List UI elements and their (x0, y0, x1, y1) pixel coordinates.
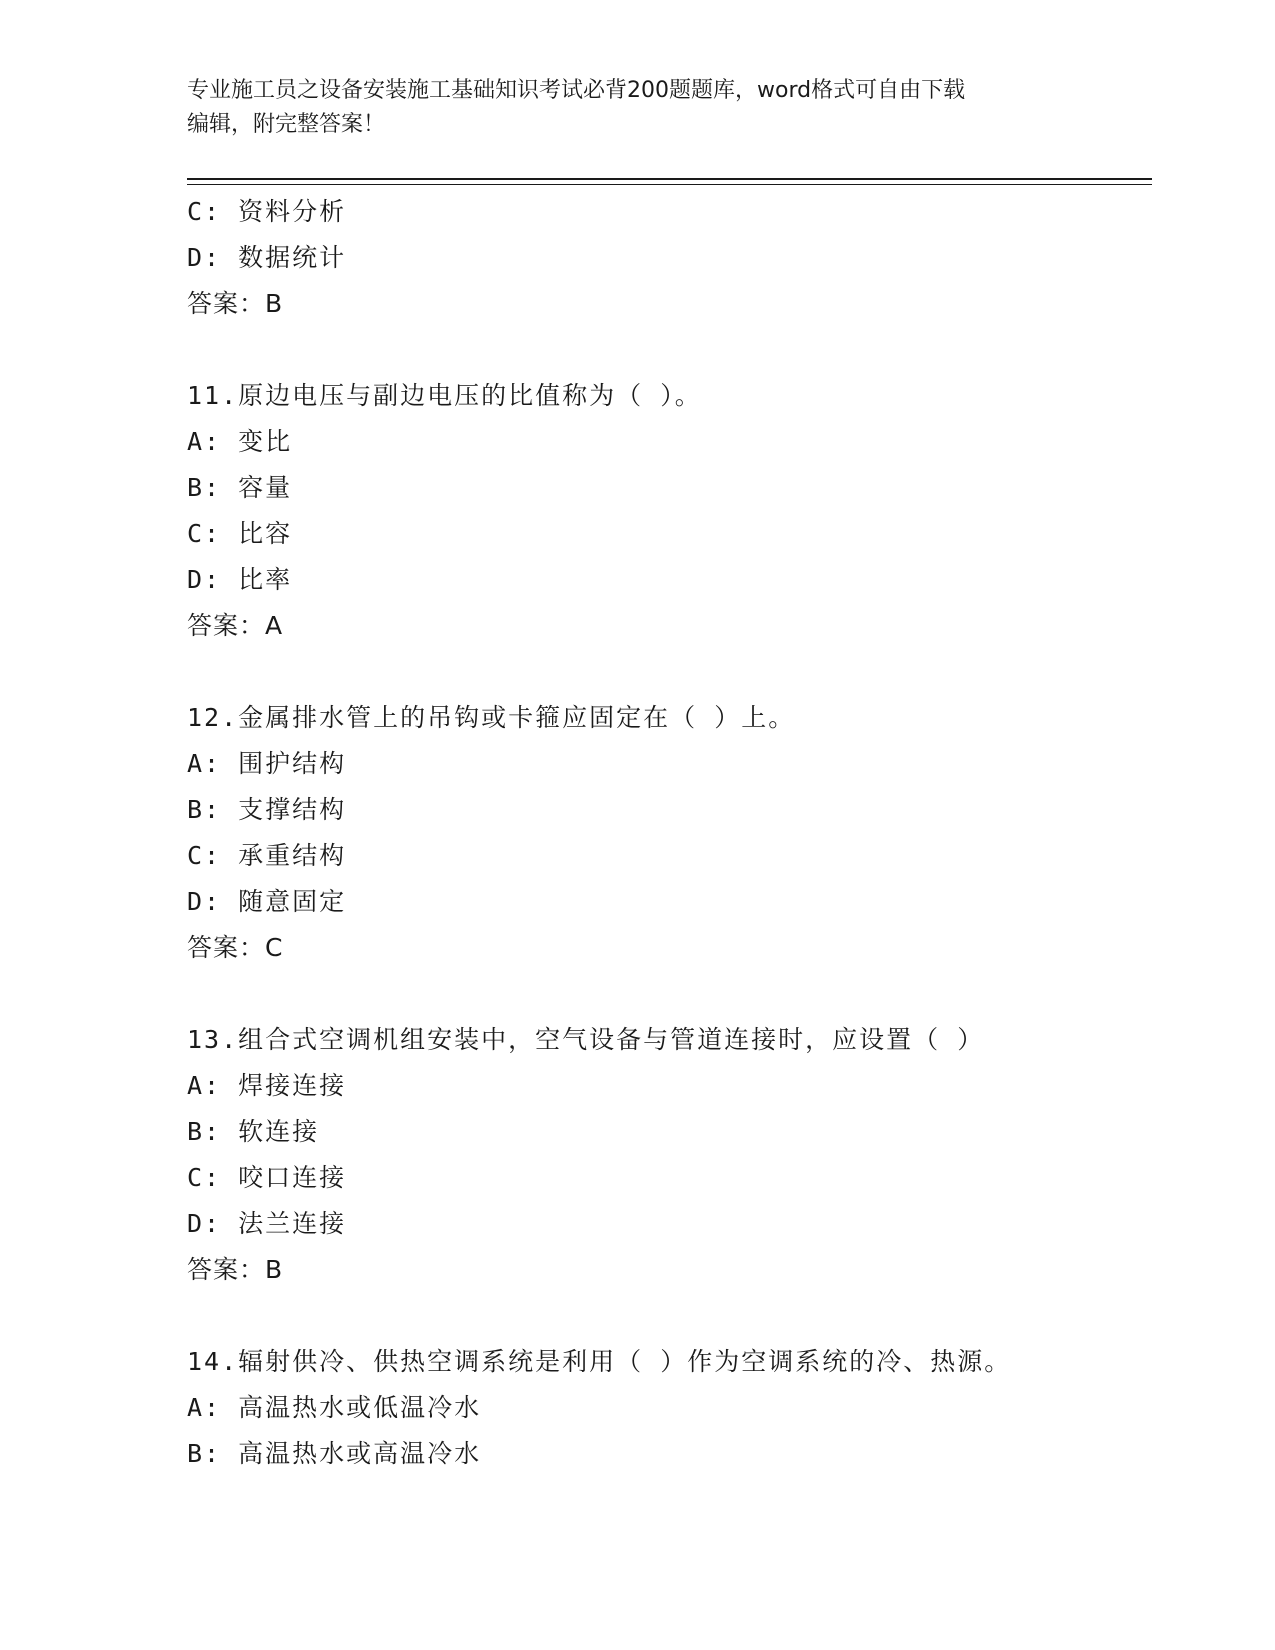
question-stem: 14.辐射供冷、供热空调系统是利用（ ）作为空调系统的冷、热源。 (187, 1347, 1012, 1376)
option-c: C: 承重结构 (187, 841, 347, 870)
option-b: B: 高温热水或高温冷水 (187, 1439, 482, 1468)
question-block-14 (187, 1339, 1147, 1477)
header-title-line-1: 专业施工员之设备安装施工基础知识考试必背200题题库，word格式可自由下载 (187, 78, 966, 103)
option-c: C: 咬口连接 (187, 1163, 347, 1192)
answer-line: 答案：B (187, 1255, 284, 1284)
answer-line: 答案：A (187, 611, 284, 640)
question-stem: 13.组合式空调机组安装中，空气设备与管道连接时，应设置（ ） (187, 1025, 985, 1054)
header-title-line-2: 编辑，附完整答案！ (187, 112, 386, 137)
document-header (187, 74, 1087, 142)
option-c: C: 比容 (187, 519, 293, 548)
question-stem: 12.金属排水管上的吊钩或卡箍应固定在（ ）上。 (187, 703, 796, 732)
option-a: A: 围护结构 (187, 749, 347, 778)
option-b: B: 容量 (187, 473, 293, 502)
question-block-12 (187, 695, 1147, 971)
question-list (187, 189, 1147, 1477)
option-d: D: 法兰连接 (187, 1209, 347, 1238)
header-divider-thin (187, 184, 1152, 185)
answer-line: 答案：B (187, 289, 284, 318)
option-c: C: 资料分析 (187, 197, 347, 226)
option-a: A: 焊接连接 (187, 1071, 347, 1100)
option-b: B: 软连接 (187, 1117, 320, 1146)
option-d: D: 随意固定 (187, 887, 347, 916)
header-divider-thick (187, 178, 1152, 180)
question-block-10 (187, 189, 1147, 327)
answer-line: 答案：C (187, 933, 284, 962)
option-a: A: 变比 (187, 427, 293, 456)
option-a: A: 高温热水或低温冷水 (187, 1393, 482, 1422)
question-block-11 (187, 373, 1147, 649)
question-stem: 11.原边电压与副边电压的比值称为（ ）。 (187, 381, 702, 410)
option-d: D: 比率 (187, 565, 293, 594)
option-b: B: 支撑结构 (187, 795, 347, 824)
option-d: D: 数据统计 (187, 243, 347, 272)
question-block-13 (187, 1017, 1147, 1293)
